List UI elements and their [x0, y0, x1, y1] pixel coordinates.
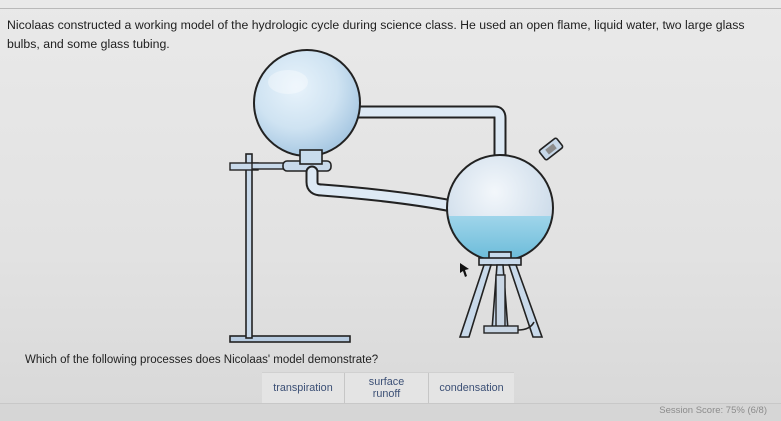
ring-stand-icon [230, 154, 350, 342]
mouse-cursor-icon [460, 263, 469, 277]
answer-choices [262, 372, 514, 403]
lower-glass-bulb-icon [440, 155, 560, 276]
stopper-icon [539, 137, 564, 160]
choice-surface-runoff[interactable]: surface runoff [344, 373, 428, 403]
glass-tubing-icon [312, 112, 500, 206]
question-ask: Which of the following processes does Nicolaas' model demonstrate? [25, 354, 379, 366]
tripod-icon [460, 258, 542, 337]
choice-condensation[interactable]: condensation [428, 373, 514, 403]
top-divider [0, 8, 781, 9]
upper-glass-bulb-icon [254, 50, 360, 164]
question-prompt: Nicolaas constructed a working model of the hydrologic cycle during science class. He used an open flame, liquid water, two large glass bulbs, and some glass tubing. [7, 18, 745, 51]
session-score: Session Score: 75% (6/8) [659, 405, 767, 416]
burner-icon [484, 275, 534, 333]
choice-transpiration[interactable]: transpiration [262, 373, 344, 403]
